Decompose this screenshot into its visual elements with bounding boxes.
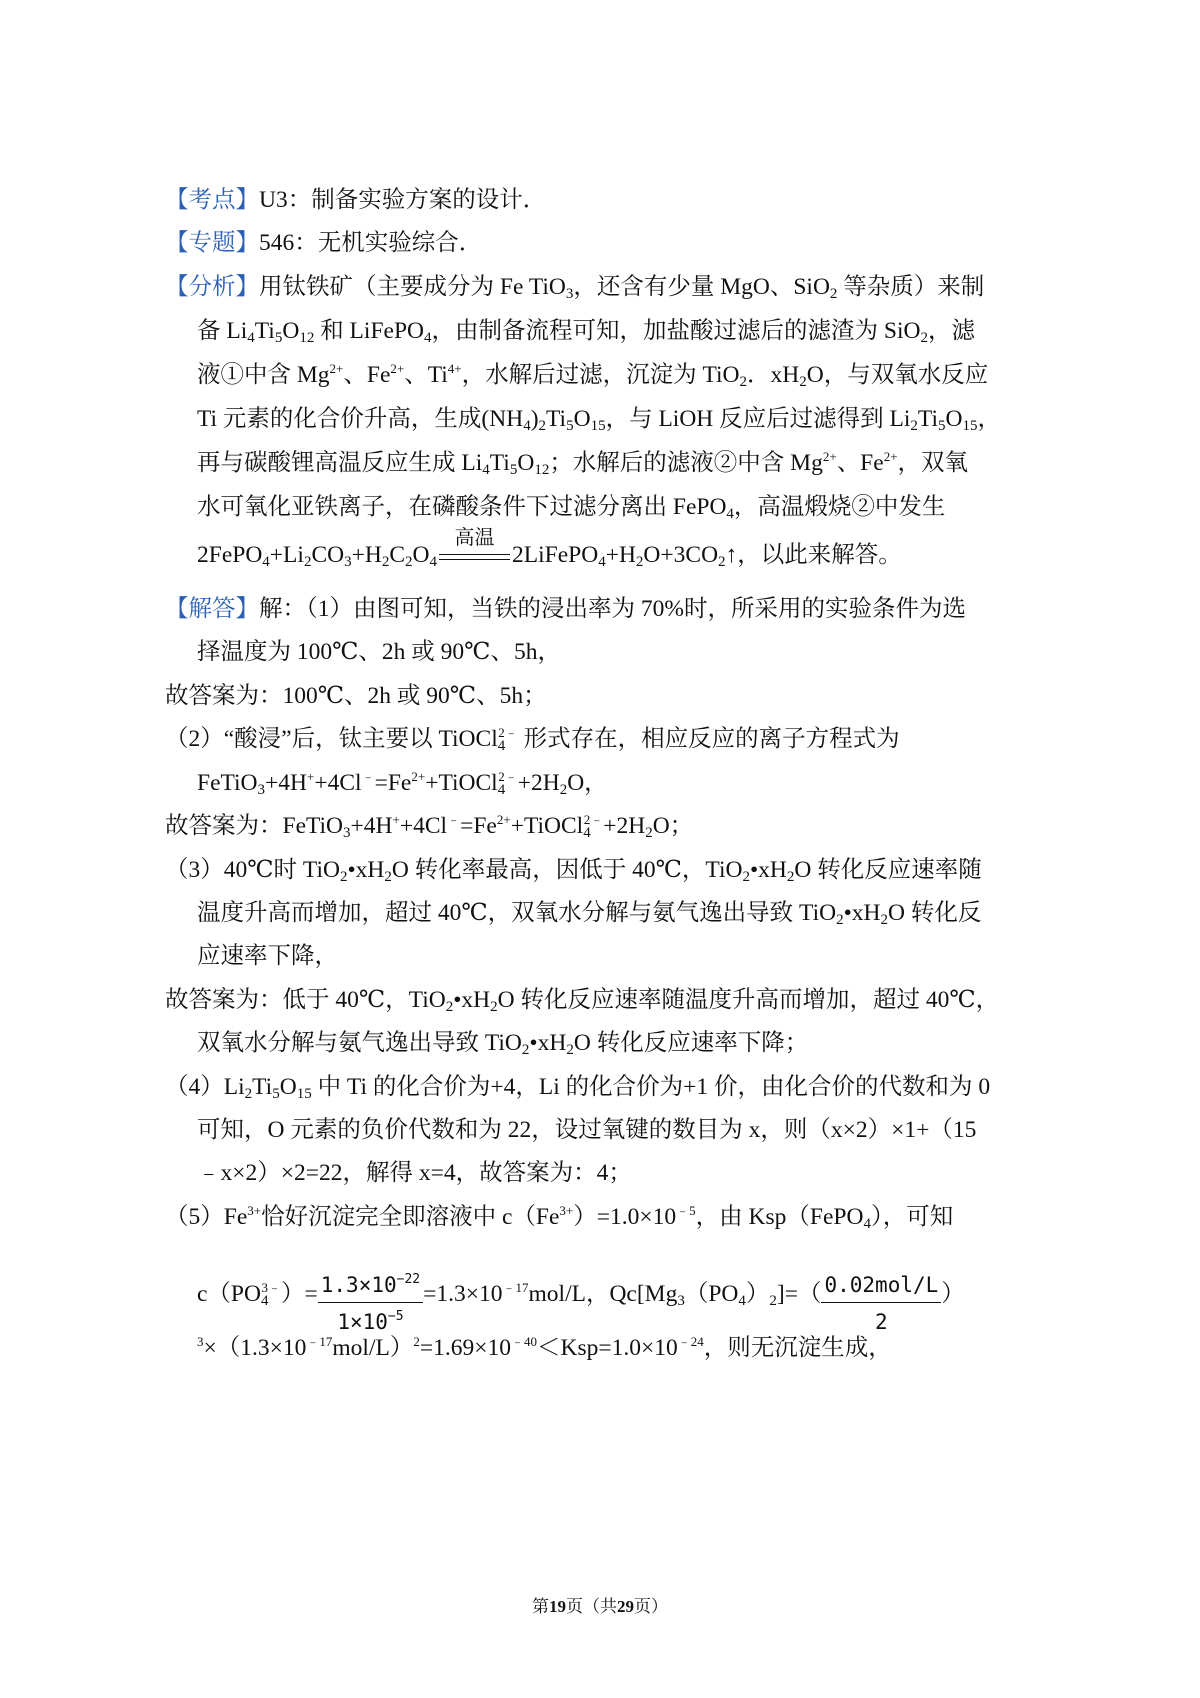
part-4-line-3: ﹣x×2）×2=22，解得 x=4，故答案为：4； bbox=[197, 1160, 632, 1186]
fenxi-text: ，还含有少量 MgO、SiO bbox=[573, 274, 830, 300]
fenxi-tag: 【分析】 bbox=[165, 274, 259, 300]
fenxi-line-5: 再与碳酸锂高温反应生成 $Li_4Ti_5O_{12}$；水解后的滤液②中含 $Mg^{2+}$、$Fe^{2+}$，双氧 bbox=[197, 449, 969, 478]
fenxi-line-6: 水可氧化亚铁离子，在磷酸条件下过滤分离出 FePO$_4$，高温煅烧②中发生 bbox=[197, 494, 946, 522]
answer-3-line-2: 双氧水分解与氨气逸出导致 $TiO_2•xH_2O$ 转化反应速率下降； bbox=[197, 1030, 809, 1058]
footer-text: 页） bbox=[634, 1597, 668, 1616]
jieda-text: 解：（1）由图可知，当铁的浸出率为 70%时，所采用的实验条件为选 bbox=[259, 596, 966, 622]
zhuanti-text: 546：无机实验综合． bbox=[259, 230, 483, 256]
kaodian-tag: 【考点】 bbox=[165, 187, 259, 213]
page-footer bbox=[0, 1592, 1200, 1617]
part-5-line-1: $(5)Fe^{3+}$恰好沉淀完全即溶液中 $c(Fe^{3+})=1.0\times 10^{﹣5}$，由 Ksp（FePO$_4$），可知 bbox=[165, 1203, 954, 1232]
fenxi-line-2: 备 $Li_4Ti_5O_{12}$ 和 LiFePO$_4$，由制备流程可知，加盐酸过滤后的滤渣为 SiO$_2$，滤 bbox=[197, 318, 975, 346]
page-number: 19 bbox=[549, 1597, 566, 1616]
fenxi-equation: $2FePO_4+Li_2CO_3+H_2C_2O_4$ 高温 $2LiFePO_4+H_2O+3CO_2↑$，以此来解答。 bbox=[197, 540, 902, 570]
part-2-equation: $FeTiO_3+4H^++4Cl^﹣=Fe^{2+}+TiOCl_4^{2﹣}+2H_2O$， bbox=[197, 769, 608, 798]
answer-3-line-1: 故答案为：低于 40℃，$TiO_2•xH_2O$ 转化反应速率随温度升高而增加，超过 40℃， bbox=[165, 987, 1000, 1015]
kaodian-line bbox=[165, 185, 546, 215]
answer-2: 故答案为：$FeTiO_3+4H^++4Cl^﹣=Fe^{2+}+TiOCl_4^{2﹣}+2H_2O$； bbox=[165, 812, 694, 841]
jieda-tag: 【解答】 bbox=[165, 596, 259, 622]
jieda-line-2: 择温度为 100℃、2h 或 90℃、5h， bbox=[197, 639, 561, 665]
part-5-line-2: $c(PO_4^{3﹣})=$ $\frac{1.3\times 10^{-22}}{1\times 10^{-5}}$ $=1.3\times 10^{﹣17}mol/L$，$Qc[Mg_3(PO_4)_2]=$（ $\frac{\text{0.02mol/L}}{2}$ ） bbox=[197, 1262, 965, 1329]
subscript: 3 bbox=[565, 286, 574, 302]
zhuanti-tag: 【专题】 bbox=[165, 230, 259, 256]
part-3-line-3: 应速率下降， bbox=[197, 943, 338, 969]
part-2-line-1: （2）“酸浸”后，钛主要以 TiOCl$_4^{2﹣}$ 形式存在，相应反应的离子方程式为 bbox=[165, 725, 900, 754]
fenxi-text: 等杂质）来制 bbox=[837, 274, 985, 300]
reaction-condition bbox=[437, 525, 512, 570]
fraction-concentration: $\frac{1.3\times 10^{-22}}{1\times 10^{-5}}$ bbox=[318, 1270, 423, 1337]
part-4-line-1: $(4)Li_2Ti_5O_{15}$ 中 Ti 的化合价为+4，Li 的化合价为+1 价，由化合价的代数和为 0 bbox=[165, 1074, 991, 1102]
answer-1: 故答案为：100℃、2h 或 90℃、5h； bbox=[165, 683, 547, 709]
fraction-mg: $\frac{\text{0.02mol/L}}{2}$ bbox=[821, 1270, 941, 1337]
zhuanti-line bbox=[165, 228, 482, 258]
part-3-line-1: （3）40℃时 $TiO_2•xH_2O$ 转化率最高，因低于 40℃，$TiO_2•xH_2O$ 转化反应速率随 bbox=[165, 857, 982, 885]
part-5-line-3: $^3\times(1.3\times 10^{﹣17}mol/L)^2=1.69\times 10^{﹣40}<Ksp=1.0\times 10^{﹣24}$，则无沉淀生成， bbox=[197, 1334, 892, 1361]
total-pages: 29 bbox=[617, 1597, 634, 1616]
footer-text: 页（共 bbox=[566, 1597, 617, 1616]
part-3-line-2: 温度升高而增加，超过 40℃，双氧水分解与氨气逸出导致 $TiO_2•xH_2O$ 转化反 bbox=[197, 900, 982, 928]
fenxi-line-4: Ti 元素的化合价升高，生成$(NH_4)_2Ti_5O_{15}$，与 LiOH 反应后过滤得到 $Li_2Ti_5O_{15}$， bbox=[197, 406, 1001, 434]
condition-label: 高温 bbox=[454, 525, 495, 549]
fenxi-text: 用钛铁矿（主要成分为 Fe TiO bbox=[259, 274, 566, 300]
jieda-line-1 bbox=[165, 594, 966, 624]
fenxi-line-1 bbox=[165, 272, 984, 302]
subscript: 2 bbox=[829, 286, 838, 302]
kaodian-text: U3：制备实验方案的设计． bbox=[259, 187, 547, 213]
footer-text: 第 bbox=[532, 1597, 549, 1616]
fenxi-line-3: 液①中含 $Mg^{2+}$、$Fe^{2+}$、$Ti^{4+}$，水解后过滤，沉淀为 TiO$_2$．$xH_2O$，与双氧水反应 bbox=[197, 361, 989, 390]
part-4-line-2: 可知，O 元素的负价代数和为 22，设过氧键的数目为 x，则（x×2）×1+（15 bbox=[197, 1117, 977, 1143]
